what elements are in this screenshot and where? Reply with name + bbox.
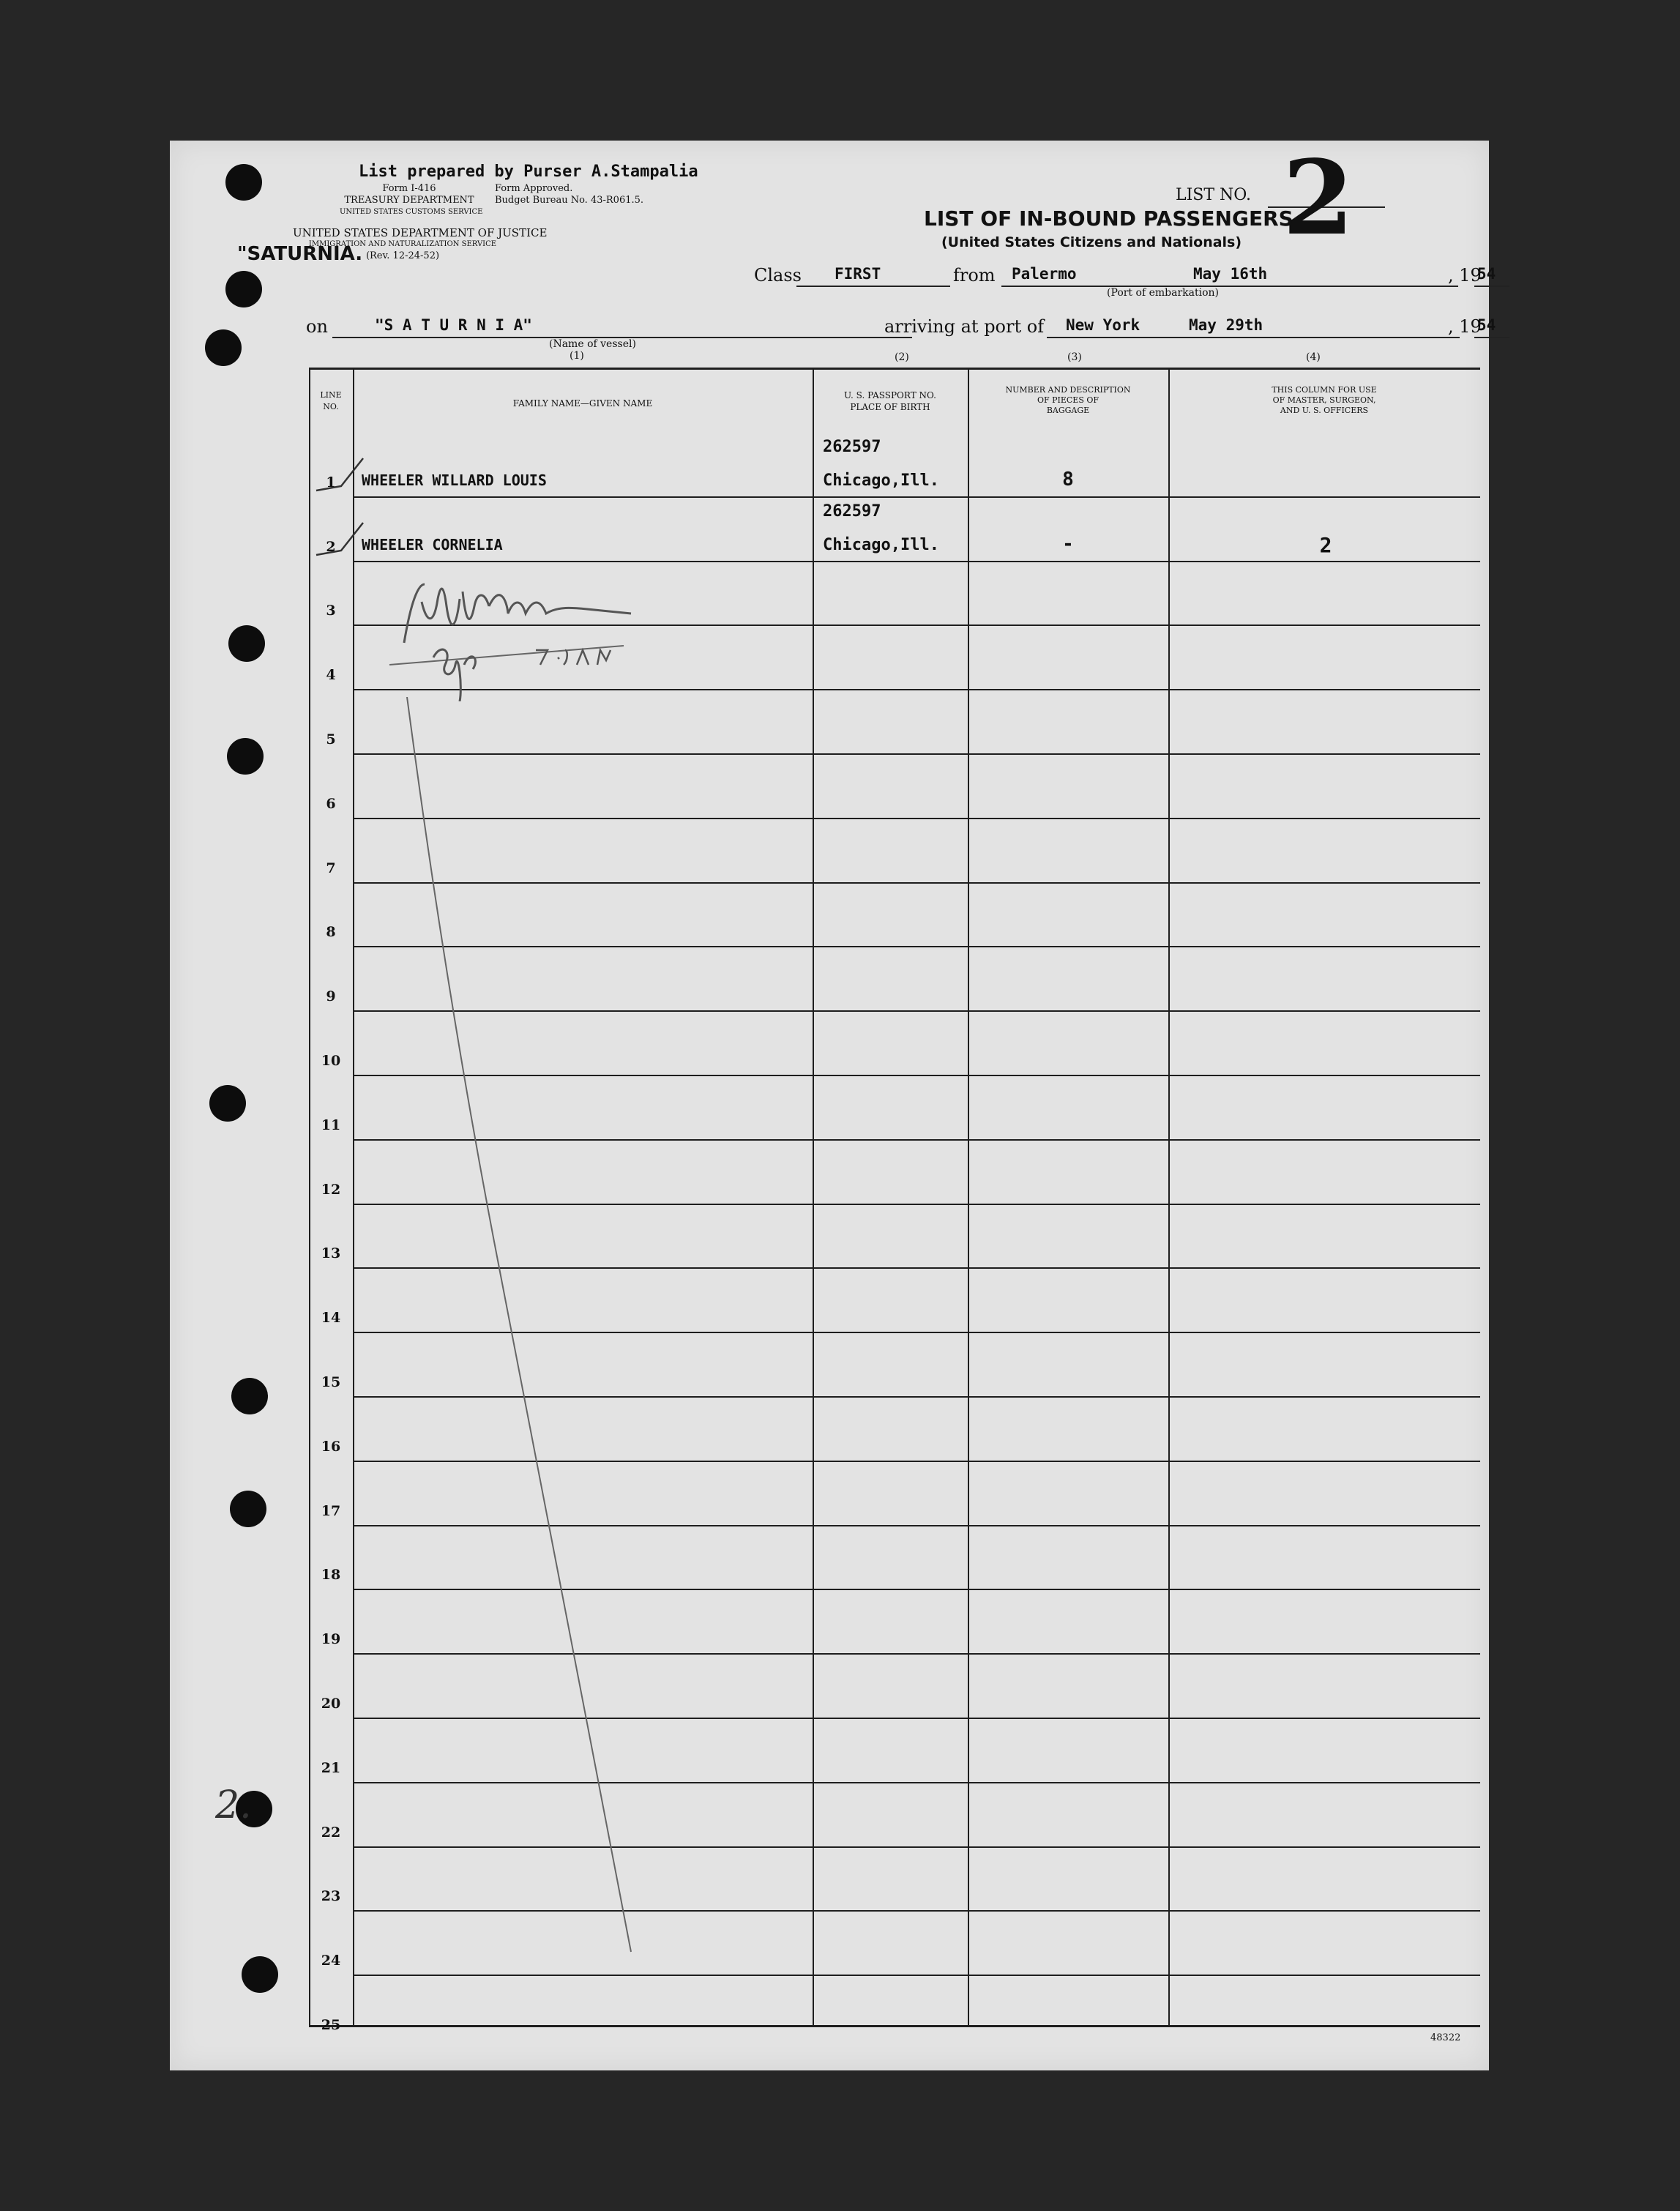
vessel-name: "S A T U R N I A" (375, 316, 532, 334)
row-line-number: 8 (326, 924, 336, 941)
class-label: Class (754, 265, 802, 286)
on-label: on (306, 316, 328, 337)
row-line-number: 19 (321, 1631, 341, 1648)
table-col-divider-4 (1168, 368, 1170, 2027)
row-line-number: 7 (326, 860, 336, 876)
page-title: LIST OF IN-BOUND PASSENGERS (924, 206, 1293, 231)
table-left-border (309, 368, 310, 2027)
header-place-of-birth: PLACE OF BIRTH (850, 402, 930, 412)
baggage-count: 8 (1062, 468, 1074, 491)
list-no-label: LIST NO. (1176, 186, 1252, 204)
class-value: FIRST (835, 265, 881, 283)
row-line-number: 22 (321, 1824, 341, 1841)
column-number-4: (4) (1306, 351, 1321, 363)
header-baggage-line3: BAGGAGE (1046, 406, 1090, 415)
row-line-number: 10 (321, 1053, 341, 1069)
punch-hole (227, 738, 264, 775)
year-underline-1 (1474, 286, 1509, 287)
port-caption: (Port of embarkation) (1107, 287, 1219, 299)
row-line-number: 24 (321, 1953, 341, 1969)
officer-notation: 2 (1319, 532, 1332, 557)
passport-number: 262597 (823, 502, 881, 521)
form-approved-line: Form Approved. (495, 183, 573, 194)
header-baggage-line2: OF PIECES OF (1037, 395, 1100, 405)
year-underline-2 (1474, 337, 1509, 338)
signature-drawing (389, 555, 653, 701)
ins-line: IMMIGRATION AND NATURALIZATION SERVICE (308, 240, 497, 248)
row-line-number: 20 (321, 1696, 341, 1712)
year-prefix-1: , 19 (1448, 265, 1482, 286)
vessel-caption: (Name of vessel) (549, 338, 636, 350)
punch-hole (231, 1378, 268, 1414)
table-bottom-border (309, 2025, 1480, 2027)
justice-dept-line: UNITED STATES DEPARTMENT OF JUSTICE (293, 226, 548, 239)
vessel-column-number: (1) (570, 350, 584, 362)
row-line-number: 17 (321, 1502, 341, 1519)
customs-service-line: UNITED STATES CUSTOMS SERVICE (340, 208, 483, 216)
row-line-number: 3 (326, 603, 336, 619)
row-divider (353, 1975, 1480, 1976)
row-line-number: 15 (321, 1374, 341, 1390)
punch-hole (225, 271, 262, 307)
header-no-label: NO. (323, 402, 339, 411)
form-approved-block (495, 183, 643, 206)
header-officers-line2: OF MASTER, SURGEON, (1272, 395, 1376, 405)
check-mark-icon (312, 454, 370, 498)
punch-hole (205, 329, 242, 366)
arriving-label: arriving at port of (884, 316, 1045, 337)
year-value-2: 54 (1477, 316, 1496, 334)
header-officers-line1: THIS COLUMN FOR USE (1272, 385, 1377, 395)
column-number-3: (3) (1067, 351, 1082, 363)
passenger-name: WHEELER WILLARD LOUIS (362, 471, 547, 489)
row-line-number: 21 (321, 1759, 341, 1776)
row-line-number: 16 (321, 1438, 341, 1455)
punch-hole (228, 625, 265, 662)
row-line-number: 13 (321, 1245, 341, 1262)
list-no-value: 2 (1283, 138, 1354, 258)
punch-hole (242, 1956, 278, 1993)
table-col-divider-1 (353, 368, 354, 2027)
header-baggage (968, 385, 1168, 416)
header-officers-line3: AND U. S. OFFICERS (1280, 406, 1369, 415)
revision-line: (Rev. 12-24-52) (365, 250, 440, 261)
header-officers (1168, 385, 1480, 416)
strike-through-line (404, 697, 638, 1956)
vessel-stamp: "SATURNIA. (237, 243, 363, 265)
row-line-number: 23 (321, 1888, 341, 1905)
row-line-number: 11 (321, 1116, 341, 1133)
arrival-underline (1047, 337, 1460, 338)
punch-hole (230, 1491, 266, 1527)
row-line-number: 9 (326, 988, 336, 1005)
year-value-1: 54 (1477, 265, 1496, 283)
margin-mark: 2. (215, 1783, 252, 1827)
table-top-border (309, 368, 1480, 370)
row-line-number: 2 (326, 538, 336, 555)
row-line-number: 6 (326, 795, 336, 812)
row-line-number: 1 (326, 474, 336, 491)
from-label: from (953, 265, 996, 286)
table-col-divider-3 (968, 368, 969, 2027)
print-code: 48322 (1430, 2032, 1461, 2043)
row-line-number: 25 (321, 2017, 341, 2033)
year-prefix-2: , 19 (1448, 316, 1482, 337)
embarkation-date: May 16th (1193, 265, 1268, 283)
form-number: Form I-416 (382, 183, 436, 194)
header-baggage-line1: NUMBER AND DESCRIPTION (1005, 385, 1131, 395)
budget-bureau-line: Budget Bureau No. 43-R061.5. (495, 195, 644, 206)
class-underline (796, 286, 950, 287)
row-line-number: 4 (326, 667, 336, 684)
header-passport-no: U. S. PASSPORT NO. (844, 390, 936, 400)
row-line-number: 18 (321, 1567, 341, 1584)
column-number-2: (2) (895, 351, 909, 363)
header-line-no (309, 389, 353, 413)
table-col-divider-2 (813, 368, 814, 2027)
header-line-label: LINE (320, 390, 342, 400)
row-line-number: 12 (321, 1181, 341, 1198)
department-line: TREASURY DEPARTMENT (344, 195, 474, 206)
passport-number: 262597 (823, 437, 881, 456)
header-name: FAMILY NAME—GIVEN NAME (512, 398, 653, 409)
page-subtitle: (United States Citizens and Nationals) (941, 234, 1242, 250)
place-of-birth: Chicago,Ill. (823, 535, 939, 554)
prepared-by: List prepared by Purser A.Stampalia (359, 163, 698, 181)
punch-hole (225, 164, 262, 201)
punch-hole (209, 1085, 246, 1122)
place-of-birth: Chicago,Ill. (823, 471, 939, 490)
passenger-name: WHEELER CORNELIA (362, 535, 503, 553)
header-passport (813, 389, 968, 413)
row-line-number: 5 (326, 731, 336, 747)
baggage-count: - (1062, 532, 1074, 555)
arrival-port: New York (1066, 316, 1140, 334)
form-block (340, 183, 483, 218)
embarkation-port: Palermo (1012, 265, 1077, 283)
manifest-page (170, 138, 1496, 2070)
port-underline (1001, 286, 1458, 287)
check-mark-icon (312, 518, 370, 562)
row-line-number: 14 (321, 1310, 341, 1327)
arrival-date: May 29th (1189, 316, 1263, 334)
row-divider (353, 496, 1480, 498)
